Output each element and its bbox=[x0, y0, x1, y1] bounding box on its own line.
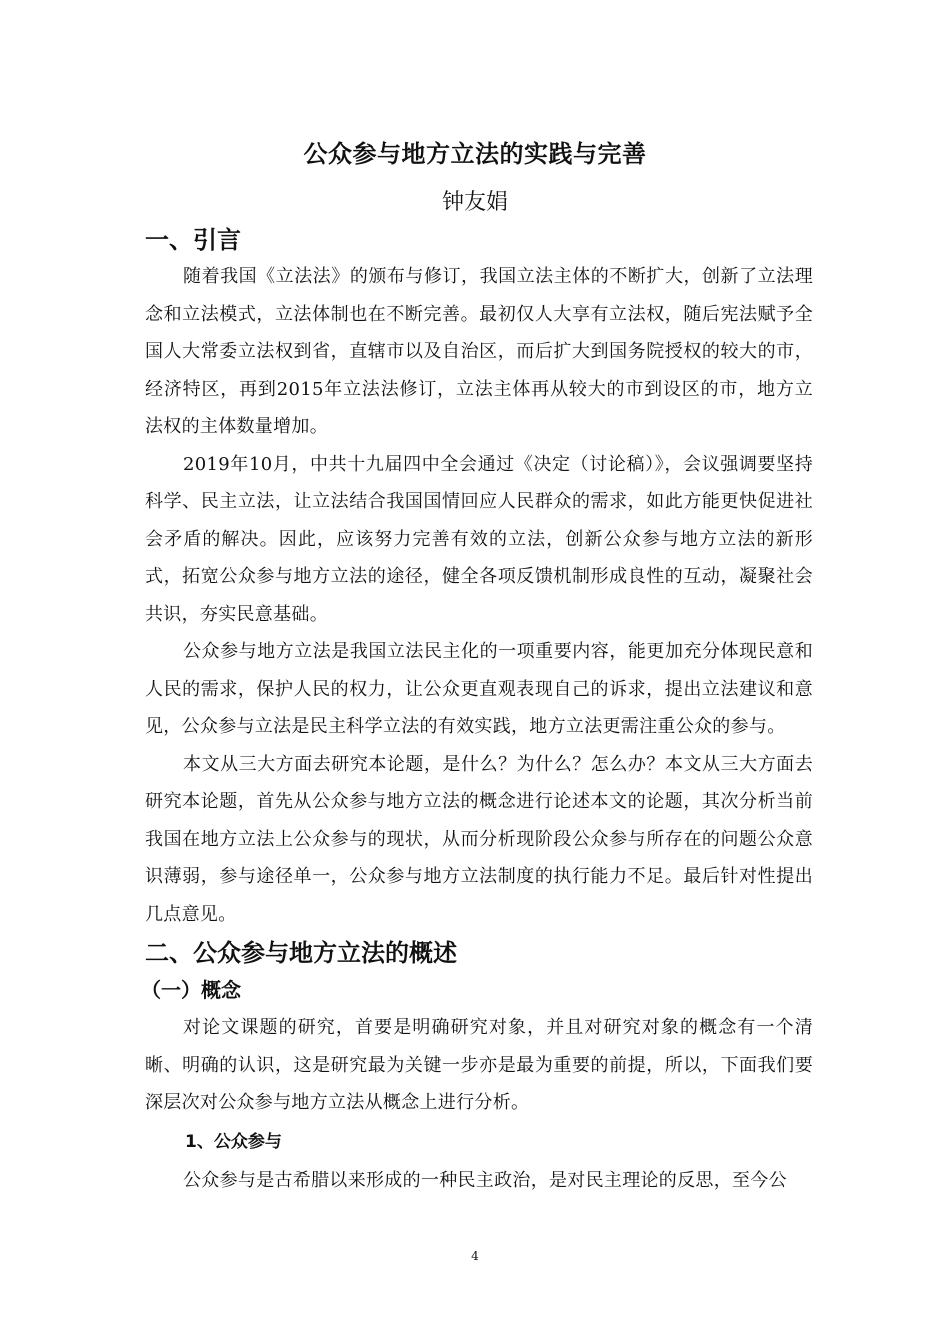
document-body bbox=[141, 222, 813, 1199]
document-author: 钟友娟 bbox=[441, 190, 508, 215]
subheading-public-participation: 1、公众参与 bbox=[185, 1131, 282, 1152]
intro-paragraph-4: 本文从三大方面去研究本论题，是什么？为什么？怎么办？本文从三大方面去研究本论题，首先从公众参与地方立法的概念进行论述本文的论题，其次分析当前我国在地方立法上公众参与的现状，从而分析现阶段公众参与所存在的问题公众意识薄弱，参与途径单一，公众参与地方立法制度的执行能力不足。最后针对性提出几点意见。 bbox=[145, 753, 813, 925]
concept-paragraph: 对论文课题的研究，首要是明确研究对象，并且对研究对象的概念有一个清晰、明确的认识，这是研究最为关键一步亦是最为重要的前提，所以，下面我们要深层次对公众参与地方立法从概念上进行分析。 bbox=[145, 1017, 813, 1113]
intro-paragraph-1: 随着我国《立法法》的颁布与修订，我国立法主体的不断扩大，创新了立法理念和立法模式，立法体制也在不断完善。最初仅人大享有立法权，随后宪法赋予全国人大常委立法权到省，直辖市以及自治区，而后扩大到国务院授权的较大的市，经济特区，再到2015年立法法修订，立法主体再从较大的市到设区的市，地方立法权的主体数量增加。 bbox=[145, 266, 813, 437]
intro-paragraph-2: 2019年10月，中共十九届四中全会通过《决定（讨论稿）》，会议强调要坚持科学、民主立法，让立法结合我国国情回应人民群众的需求，如此方能更快促进社会矛盾的解决。因此，应该努力完善有效的立法，创新公众参与地方立法的新形式，拓宽公众参与地方立法的途径，健全各项反馈机制形成良性的互动，凝聚社会共识，夯实民意基础。 bbox=[145, 453, 813, 625]
section-heading-overview: 二、公众参与地方立法的概述 bbox=[145, 939, 457, 967]
document-title: 公众参与地方立法的实践与完善 bbox=[303, 140, 647, 168]
section-heading-introduction: 一、引言 bbox=[145, 226, 241, 254]
public-participation-paragraph: 公众参与是古希腊以来形成的一种民主政治，是对民主理论的反思，至今公 bbox=[183, 1169, 787, 1191]
page-number: 4 bbox=[471, 1249, 479, 1263]
subsection-heading-concept: （一）概念 bbox=[141, 978, 241, 1002]
intro-paragraph-3: 公众参与地方立法是我国立法民主化的一项重要内容，能更加充分体现民意和人民的需求，保护人民的权力，让公众更直观表现自己的诉求，提出立法建议和意见，公众参与立法是民主科学立法的有效实践，地方立法更需注重公众的参与。 bbox=[145, 641, 813, 737]
